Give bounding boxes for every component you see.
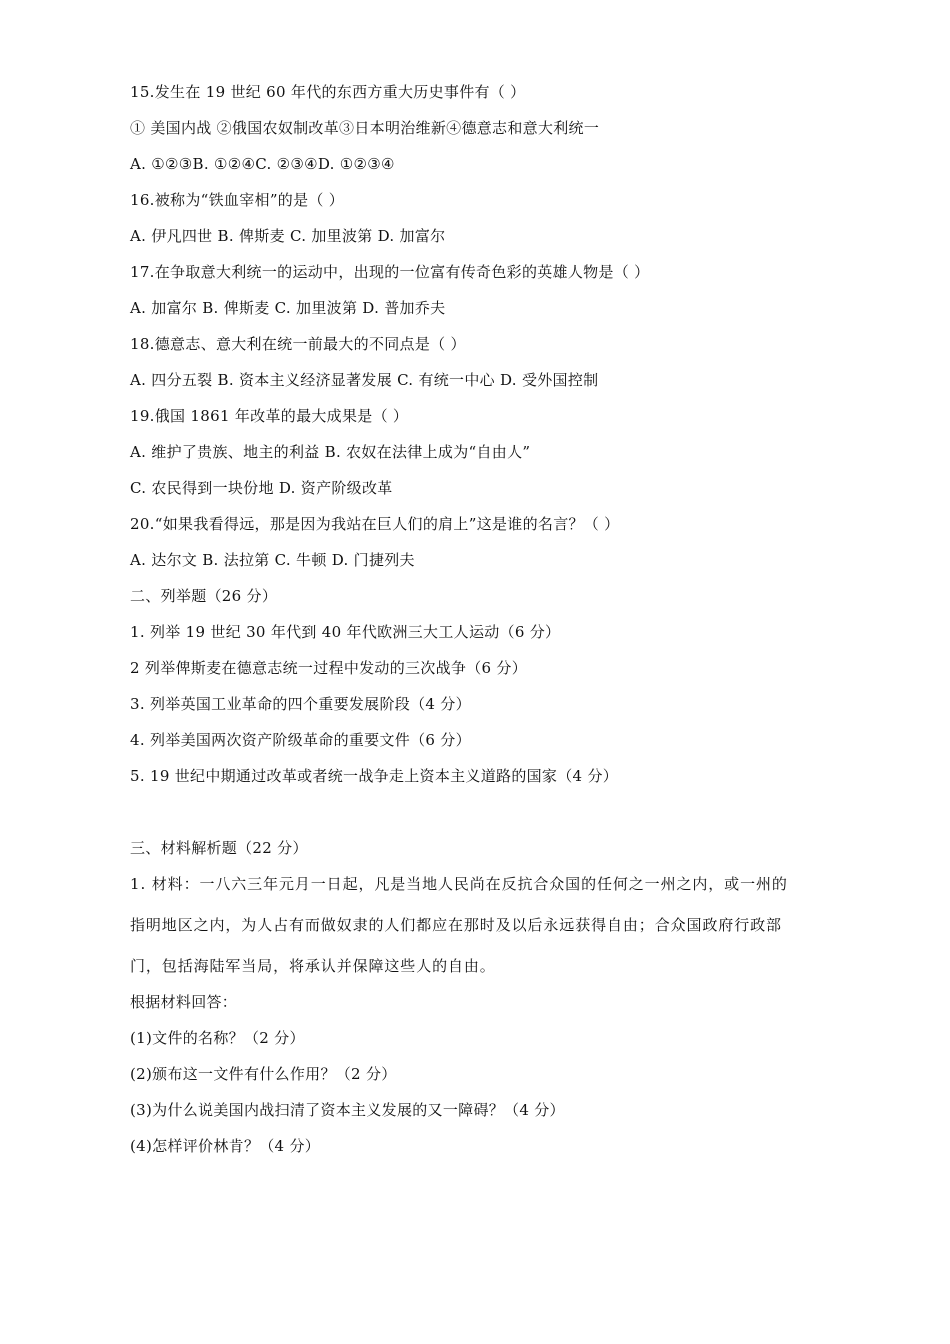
question-17-options: A. 加富尔 B. 俾斯麦 C. 加里波第 D. 普加乔夫: [130, 299, 446, 317]
material-question-3: (3)为什么说美国内战扫清了资本主义发展的又一障碍？（4 分）: [130, 1101, 565, 1119]
question-16-stem: 16.被称为“铁血宰相”的是（ ）: [130, 191, 345, 209]
question-15-items: ① 美国内战 ②俄国农奴制改革③日本明治维新④德意志和意大利统一: [130, 119, 600, 137]
material-question-2: (2)颁布这一文件有什么作用？（2 分）: [130, 1065, 397, 1083]
material-text-line-1: 1. 材料：一八六三年元月一日起，凡是当地人民尚在反抗合众国的任何之一州之内，或一州的: [130, 875, 788, 893]
question-19-options-line2: C. 农民得到一块份地 D. 资产阶级改革: [130, 479, 393, 497]
list-question-5: 5. 19 世纪中期通过改革或者统一战争走上资本主义道路的国家（4 分）: [130, 767, 619, 785]
question-18-stem: 18.德意志、意大利在统一前最大的不同点是（ ）: [130, 335, 466, 353]
material-text-line-3: 门，包括海陆军当局，将承认并保障这些人的自由。: [130, 957, 496, 975]
section-list-heading: 二、列举题（26 分）: [130, 587, 278, 605]
question-19-options-line1: A. 维护了贵族、地主的利益 B. 农奴在法律上成为“自由人”: [130, 443, 531, 461]
material-question-1: (1)文件的名称？（2 分）: [130, 1029, 305, 1047]
material-text-line-2: 指明地区之内，为人占有而做奴隶的人们都应在那时及以后永远获得自由；合众国政府行政部: [130, 916, 782, 934]
list-question-4: 4. 列举美国两次资产阶级革命的重要文件（6 分）: [130, 731, 471, 749]
material-question-4: (4)怎样评价林肯？（4 分）: [130, 1137, 321, 1155]
list-question-1: 1. 列举 19 世纪 30 年代到 40 年代欧洲三大工人运动（6 分）: [130, 623, 561, 641]
question-20-stem: 20.“如果我看得远，那是因为我站在巨人们的肩上”这是谁的名言？（ ）: [130, 515, 620, 533]
question-20-options: A. 达尔文 B. 法拉第 C. 牛顿 D. 门捷列夫: [130, 551, 415, 569]
question-16-options: A. 伊凡四世 B. 俾斯麦 C. 加里波第 D. 加富尔: [130, 227, 446, 245]
question-19-stem: 19.俄国 1861 年改革的最大成果是（ ）: [130, 407, 409, 425]
question-15-options: A. ①②③B. ①②④C. ②③④D. ①②③④: [130, 155, 395, 173]
question-15-stem: 15.发生在 19 世纪 60 年代的东西方重大历史事件有（ ）: [130, 83, 526, 101]
list-question-3: 3. 列举英国工业革命的四个重要发展阶段（4 分）: [130, 695, 471, 713]
material-prompt: 根据材料回答：: [130, 993, 238, 1011]
question-17-stem: 17.在争取意大利统一的运动中，出现的一位富有传奇色彩的英雄人物是（ ）: [130, 263, 650, 281]
section-material-heading: 三、材料解析题（22 分）: [130, 839, 308, 857]
list-question-2: 2 列举俾斯麦在德意志统一过程中发动的三次战争（6 分）: [130, 659, 528, 677]
question-18-options: A. 四分五裂 B. 资本主义经济显著发展 C. 有统一中心 D. 受外国控制: [130, 371, 599, 389]
